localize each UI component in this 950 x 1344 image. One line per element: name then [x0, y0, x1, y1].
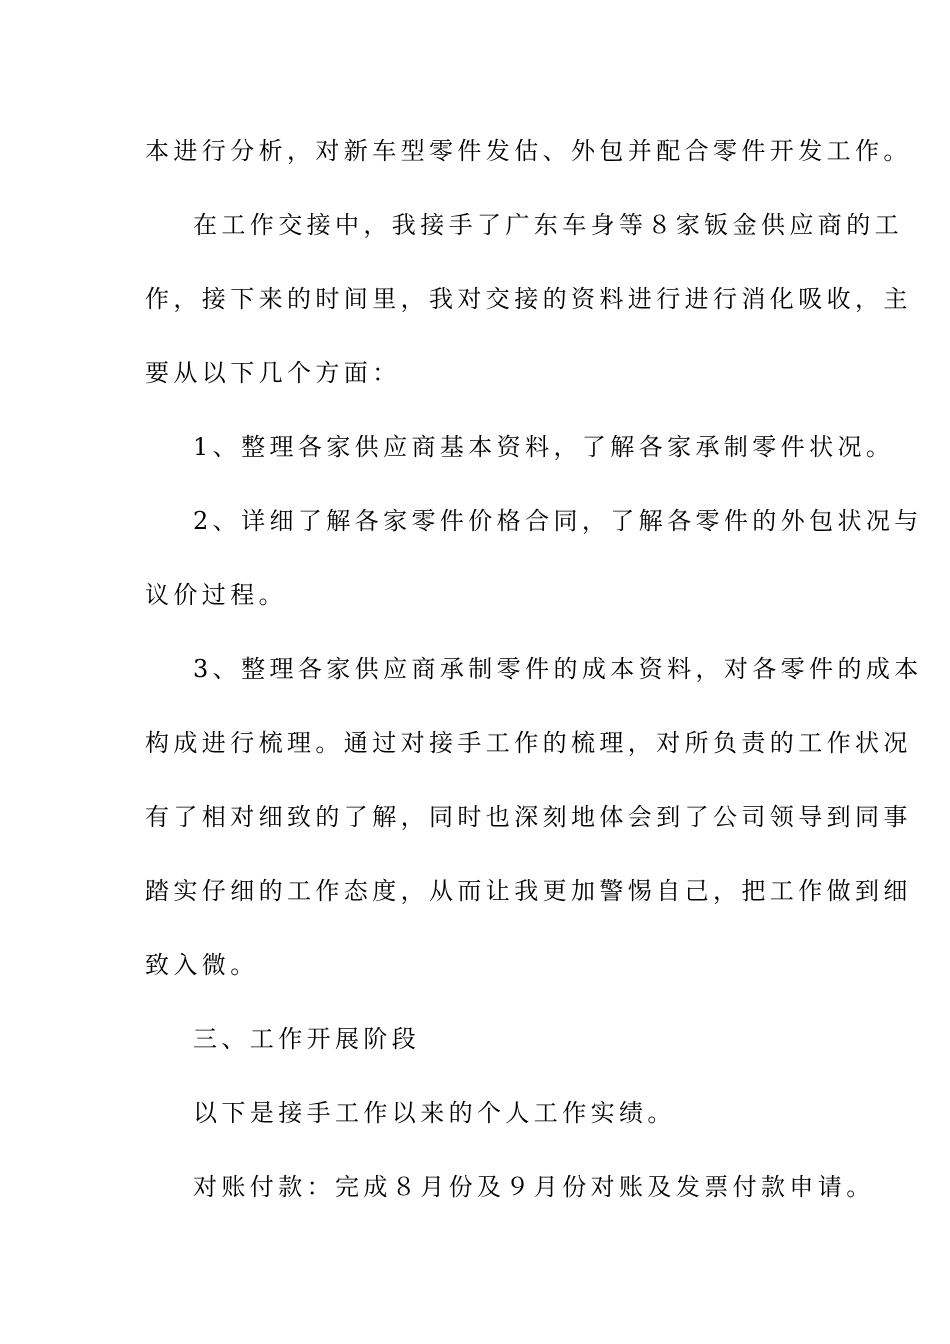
text-line-4: 要从以下几个方面：: [145, 359, 401, 387]
text-line-9: 构成进行梳理。通过对接手工作的梳理，对所负责的工作状况: [145, 729, 912, 757]
text-line-6: 2、详细了解各家零件价格合同，了解各零件的外包状况与: [193, 507, 923, 535]
text-line-5: 1、整理各家供应商基本资料，了解各家承制零件状况。: [193, 433, 895, 461]
text-line-10: 有了相对细致的了解，同时也深刻地体会到了公司领导到同事: [145, 803, 912, 831]
text-line-8: 3、整理各家供应商承制零件的成本资料，对各零件的成本: [193, 655, 923, 683]
text-line-14: 以下是接手工作以来的个人工作实绩。: [193, 1099, 676, 1127]
section-heading: 三、工作开展阶段: [193, 1025, 421, 1053]
text-line-2: 在工作交接中，我接手了广东车身等８家钣金供应商的工: [193, 211, 903, 239]
text-line-1: 本进行分析，对新车型零件发估、外包并配合零件开发工作。: [145, 137, 912, 165]
text-line-7: 议价过程。: [145, 581, 287, 609]
text-line-15: 对账付款：完成８月份及９月份对账及发票付款申请。: [193, 1173, 875, 1201]
text-line-11: 踏实仔细的工作态度，从而让我更加警惕自己，把工作做到细: [145, 877, 912, 905]
text-line-12: 致入微。: [145, 951, 259, 979]
text-line-3: 作，接下来的时间里，我对交接的资料进行进行消化吸收，主: [145, 285, 912, 313]
